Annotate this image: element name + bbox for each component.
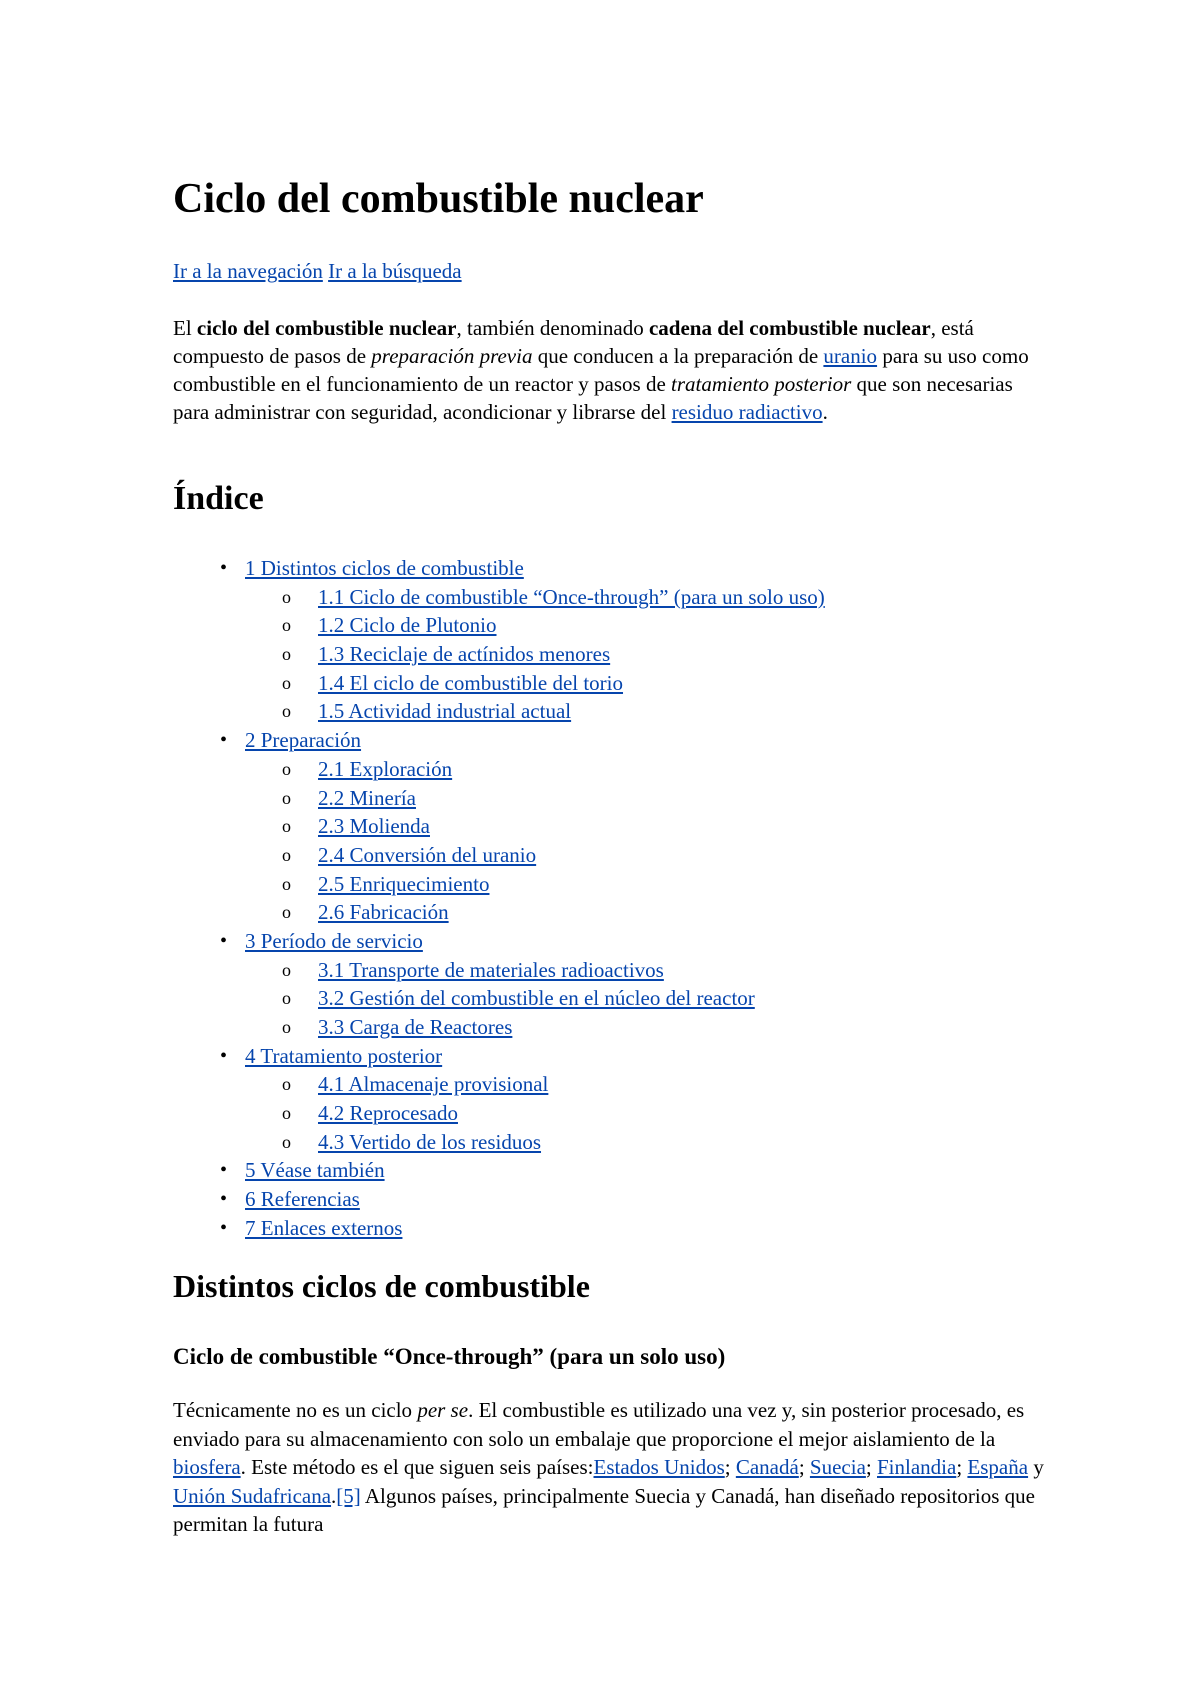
toc-item	[173, 841, 825, 870]
toc-link[interactable]: 4.3 Vertido de los residuos	[318, 1129, 542, 1154]
circle-bullet-icon: o	[282, 701, 291, 722]
goto-navigation-link[interactable]: Ir a la navegación	[173, 259, 323, 283]
text: ;	[956, 1455, 968, 1479]
toc-item	[173, 1099, 825, 1128]
italic-term: preparación previa	[371, 344, 533, 368]
bold-term: cadena del combustible nuclear	[648, 316, 931, 340]
toc-link[interactable]: 4 Tratamiento posterior	[245, 1043, 443, 1068]
toc-item	[173, 1070, 825, 1099]
toc-link[interactable]: 2.1 Exploración	[318, 756, 453, 781]
link-uranio[interactable]: uranio	[823, 344, 878, 368]
circle-bullet-icon: o	[282, 1074, 291, 1095]
italic-term: tratamiento posterior	[671, 372, 852, 396]
section-paragraph	[173, 1396, 1053, 1539]
toc-item	[173, 812, 825, 841]
circle-bullet-icon: o	[282, 959, 291, 980]
toc-link[interactable]: 7 Enlaces externos	[245, 1215, 403, 1240]
text: ;	[724, 1455, 736, 1479]
text: , está compuesto de pasos de	[173, 316, 974, 368]
table-of-contents	[173, 554, 825, 1243]
italic-term: per se	[417, 1398, 469, 1422]
text: Técnicamente no es un ciclo	[173, 1398, 418, 1422]
toc-link[interactable]: 2.3 Molienda	[318, 814, 430, 839]
toc-link[interactable]: 2.4 Conversión del uranio	[318, 842, 537, 867]
toc-item	[173, 1214, 825, 1243]
section-heading: Distintos ciclos de combustible	[173, 1268, 590, 1304]
toc-item	[173, 927, 825, 956]
toc-link[interactable]: 1.1 Ciclo de combustible “Once-through” (para un solo uso)	[318, 584, 825, 609]
toc-item	[173, 956, 825, 985]
toc-item	[173, 1128, 825, 1157]
toc-link[interactable]: 3.1 Transporte de materiales radioactivos	[318, 957, 664, 982]
intro-paragraph	[173, 314, 1053, 426]
toc-item	[173, 640, 825, 669]
circle-bullet-icon: o	[282, 816, 291, 837]
bullet-icon: •	[220, 729, 228, 752]
toc-item	[173, 784, 825, 813]
text: y	[1028, 1455, 1044, 1479]
toc-link[interactable]: 2.2 Minería	[318, 785, 416, 810]
circle-bullet-icon: o	[282, 1103, 291, 1124]
link-finlandia[interactable]: Finlandia	[877, 1455, 957, 1479]
toc-link[interactable]: 6 Referencias	[245, 1187, 360, 1212]
text: .	[331, 1483, 337, 1508]
text: . El combustible es utilizado una vez y, sin posterior procesado, es enviado para su almacenamiento con solo un embalaje que proporcione el mejor aislamiento de la	[173, 1398, 1025, 1451]
toc-item	[173, 669, 825, 698]
bullet-icon: •	[220, 929, 228, 952]
toc-link[interactable]: 2.5 Enriquecimiento	[318, 871, 490, 896]
bullet-icon: •	[220, 1216, 228, 1239]
toc-item	[173, 984, 825, 1013]
bullet-icon: •	[220, 1044, 228, 1067]
goto-search-link[interactable]: Ir a la búsqueda	[328, 259, 462, 283]
toc-item	[173, 554, 825, 583]
bullet-icon: •	[220, 1188, 228, 1211]
toc-item	[173, 755, 825, 784]
toc-link[interactable]: 4.2 Reprocesado	[318, 1101, 458, 1126]
jump-links	[173, 258, 462, 284]
text: Algunos países, principalmente Suecia y Canadá, han diseñado repositorios que permitan la futura	[173, 1483, 1035, 1536]
text: . Este método es el que siguen seis países:	[240, 1455, 594, 1479]
toc-link[interactable]: 2 Preparación	[245, 728, 362, 753]
toc-item	[173, 697, 825, 726]
toc-item	[173, 1185, 825, 1214]
toc-item	[173, 583, 825, 612]
link-suecia[interactable]: Suecia	[809, 1455, 866, 1479]
circle-bullet-icon: o	[282, 672, 291, 693]
toc-link[interactable]: 3 Período de servicio	[245, 928, 423, 953]
bold-term: ciclo del combustible nuclear	[196, 316, 457, 340]
toc-item	[173, 1042, 825, 1071]
text: ;	[798, 1455, 810, 1479]
circle-bullet-icon: o	[282, 644, 291, 665]
circle-bullet-icon: o	[282, 988, 291, 1009]
page-title: Ciclo del combustible nuclear	[173, 176, 704, 222]
link-union-sudafricana[interactable]: Unión Sudafricana	[173, 1483, 332, 1508]
toc-item	[173, 726, 825, 755]
toc-link[interactable]: 1.4 El ciclo de combustible del torio	[318, 670, 624, 695]
link-espana[interactable]: España	[967, 1455, 1029, 1479]
link-canada[interactable]: Canadá	[735, 1455, 799, 1479]
toc-link[interactable]: 1.3 Reciclaje de actínidos menores	[318, 642, 611, 667]
toc-link[interactable]: 1.2 Ciclo de Plutonio	[318, 613, 497, 638]
toc-item	[173, 870, 825, 899]
text: que son necesarias para administrar con seguridad, acondicionar y librarse del	[173, 372, 1013, 424]
toc-link[interactable]: 4.1 Almacenaje provisional	[318, 1072, 549, 1097]
toc-heading: Índice	[173, 480, 264, 517]
reference-link[interactable]: [5]	[336, 1483, 361, 1508]
toc-item	[173, 1013, 825, 1042]
text: ;	[865, 1455, 877, 1479]
toc-item	[173, 898, 825, 927]
toc-link[interactable]: 2.6 Fabricación	[318, 900, 449, 925]
circle-bullet-icon: o	[282, 615, 291, 636]
link-biosfera[interactable]: biosfera	[173, 1455, 241, 1479]
subsection-heading: Ciclo de combustible “Once-through” (para un solo uso)	[173, 1344, 726, 1369]
circle-bullet-icon: o	[282, 758, 291, 779]
text: .	[822, 400, 828, 424]
circle-bullet-icon: o	[282, 586, 291, 607]
link-residuo-radiactivo[interactable]: residuo radiactivo	[671, 400, 823, 424]
text: , también denominado	[456, 316, 649, 340]
bullet-icon: •	[220, 1159, 228, 1182]
text: que conducen a la preparación de	[532, 344, 824, 368]
circle-bullet-icon: o	[282, 1131, 291, 1152]
circle-bullet-icon: o	[282, 902, 291, 923]
text: El	[173, 316, 197, 340]
circle-bullet-icon: o	[282, 1017, 291, 1037]
toc-list	[173, 554, 825, 1243]
toc-link[interactable]: 3.2 Gestión del combustible en el núcleo del reactor	[318, 986, 755, 1011]
toc-link[interactable]: 5 Véase también	[245, 1158, 385, 1183]
toc-item	[173, 1156, 825, 1185]
toc-link[interactable]: 1 Distintos ciclos de combustible	[245, 556, 524, 580]
text: para su uso como combustible en el funcionamiento de un reactor y pasos de	[173, 344, 1029, 396]
link-estados-unidos[interactable]: Estados Unidos	[593, 1455, 725, 1479]
toc-link[interactable]: 1.5 Actividad industrial actual	[318, 699, 572, 724]
circle-bullet-icon: o	[282, 787, 291, 808]
circle-bullet-icon: o	[282, 844, 291, 865]
bullet-icon: •	[220, 557, 228, 579]
circle-bullet-icon: o	[282, 873, 291, 894]
toc-item	[173, 611, 825, 640]
toc-link[interactable]: 3.3 Carga de Reactores	[318, 1015, 513, 1039]
